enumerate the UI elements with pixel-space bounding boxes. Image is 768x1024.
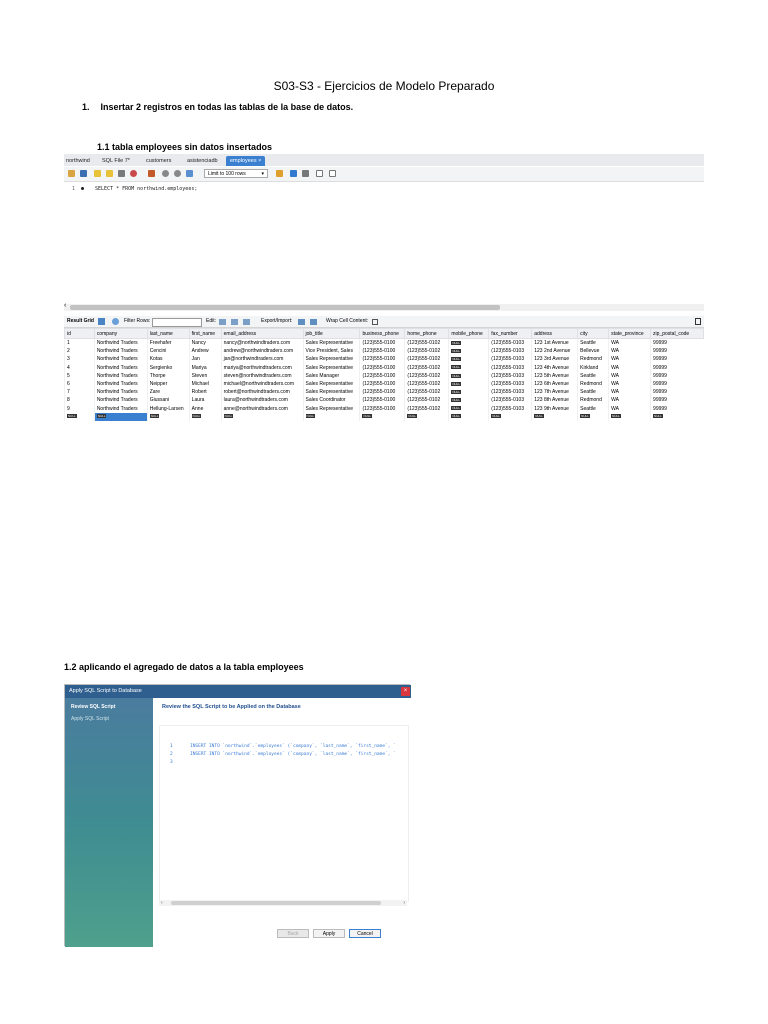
sql-text[interactable]: SELECT * FROM northwind.employees; <box>95 186 198 192</box>
table-cell[interactable] <box>65 413 95 421</box>
table-cell[interactable] <box>449 396 489 404</box>
table-cell[interactable]: Seattle <box>578 405 609 413</box>
table-cell[interactable] <box>449 347 489 355</box>
table-cell[interactable] <box>651 413 704 421</box>
table-cell[interactable]: robert@northwindtraders.com <box>221 388 303 396</box>
table-cell[interactable]: steven@northwindtraders.com <box>221 372 303 380</box>
cancel-button[interactable]: Cancel <box>349 929 381 938</box>
table-cell[interactable]: WA <box>609 388 651 396</box>
back-button[interactable]: Back <box>277 929 309 938</box>
table-cell[interactable]: Andrew <box>189 347 221 355</box>
column-header[interactable]: email_address <box>221 329 303 339</box>
table-row[interactable] <box>65 339 704 348</box>
table-cell[interactable]: 99999 <box>651 380 704 388</box>
table-cell[interactable]: 8 <box>65 396 95 404</box>
tab-employees-label: employees <box>230 158 257 164</box>
invisible-chars-icon[interactable] <box>316 170 323 177</box>
table-cell[interactable]: (123)555-0102 <box>405 364 449 372</box>
refresh-icon[interactable] <box>112 318 119 325</box>
column-header[interactable]: state_province <box>609 329 651 339</box>
line-number: 1 <box>72 186 76 192</box>
table-cell[interactable]: Hellung-Larsen <box>147 405 189 413</box>
import-icon[interactable] <box>310 319 317 325</box>
table-cell[interactable]: jan@northwindtraders.com <box>221 355 303 363</box>
table-cell[interactable] <box>405 413 449 421</box>
execute-current-icon[interactable] <box>106 170 113 177</box>
null-badge: NULL <box>97 414 106 419</box>
table-cell[interactable]: 99999 <box>651 347 704 355</box>
table-cell[interactable]: 123 4th Avenue <box>532 364 578 372</box>
table-cell[interactable]: anne@northwindtraders.com <box>221 405 303 413</box>
table-cell[interactable]: (123)555-0100 <box>360 396 405 404</box>
beautify-icon[interactable] <box>276 170 283 177</box>
null-badge: NULL <box>452 357 461 362</box>
table-cell[interactable]: Bellevue <box>578 347 609 355</box>
list-item-text: Insertar 2 registros en todas las tablas de la base de datos. <box>100 102 354 112</box>
table-row[interactable] <box>65 405 704 413</box>
table-cell[interactable]: (123)555-0103 <box>489 355 532 363</box>
edit-label: Edit: <box>206 318 217 324</box>
table-cell[interactable]: (123)555-0102 <box>405 388 449 396</box>
filter-rows-label: Filter Rows: <box>124 318 151 324</box>
table-cell[interactable]: 1 <box>65 339 95 348</box>
table-cell[interactable]: (123)555-0100 <box>360 339 405 348</box>
table-cell[interactable]: (123)555-0102 <box>405 380 449 388</box>
table-cell[interactable]: (123)555-0103 <box>489 364 532 372</box>
table-cell[interactable] <box>609 413 651 421</box>
table-cell[interactable] <box>449 388 489 396</box>
table-cell[interactable]: (123)555-0103 <box>489 388 532 396</box>
table-cell[interactable]: 123 3rd Avenue <box>532 355 578 363</box>
table-cell[interactable]: 99999 <box>651 372 704 380</box>
null-badge: NULL <box>192 414 201 419</box>
table-cell[interactable]: Steven <box>189 372 221 380</box>
table-cell[interactable]: Kotas <box>147 355 189 363</box>
table-cell[interactable] <box>221 413 303 421</box>
edit-row-icon[interactable] <box>219 319 226 325</box>
column-header[interactable]: last_name <box>147 329 189 339</box>
tab-bar <box>64 154 704 166</box>
tab-asistenciadb[interactable]: asistenciadb <box>187 158 218 164</box>
export-import-label: Export/Import: <box>261 318 293 324</box>
null-badge: NULL <box>452 365 461 370</box>
save-icon[interactable] <box>80 170 87 177</box>
table-cell[interactable]: WA <box>609 347 651 355</box>
table-cell[interactable]: 123 2nd Avenue <box>532 347 578 355</box>
close-icon[interactable]: × <box>401 687 410 696</box>
table-cell[interactable]: Northwind Traders <box>94 339 147 348</box>
panel-toggle-icon[interactable] <box>695 318 701 325</box>
export-icon[interactable] <box>298 319 305 325</box>
wizard-sidebar <box>65 698 153 947</box>
table-cell[interactable]: (123)555-0100 <box>360 347 405 355</box>
column-header[interactable]: first_name <box>189 329 221 339</box>
delete-row-icon[interactable] <box>243 319 250 325</box>
table-cell[interactable]: 123 1st Avenue <box>532 339 578 348</box>
scrollbar-thumb[interactable] <box>70 305 500 310</box>
table-cell[interactable]: (123)555-0100 <box>360 364 405 372</box>
search-icon[interactable] <box>302 170 309 177</box>
tab-employees[interactable] <box>226 156 265 166</box>
column-header[interactable]: job_title <box>303 329 360 339</box>
explain-icon[interactable] <box>118 170 125 177</box>
table-cell[interactable] <box>449 380 489 388</box>
script-line-number: 2 <box>170 752 173 757</box>
table-cell[interactable]: Sales Representative <box>303 355 360 363</box>
table-cell[interactable]: 9 <box>65 405 95 413</box>
null-badge: NULL <box>68 414 76 419</box>
column-header[interactable]: business_phone <box>360 329 405 339</box>
null-badge: NULL <box>654 414 662 419</box>
query-toolbar <box>64 167 704 182</box>
table-row[interactable] <box>65 364 704 372</box>
table-cell[interactable]: WA <box>609 339 651 348</box>
chevron-down-icon: ▾ <box>261 171 264 177</box>
null-badge: NULL <box>452 381 461 386</box>
table-cell[interactable]: Vice President, Sales <box>303 347 360 355</box>
table-cell[interactable]: Sales Representative <box>303 388 360 396</box>
column-header[interactable]: zip_postal_code <box>651 329 704 339</box>
table-cell[interactable]: WA <box>609 355 651 363</box>
table-cell[interactable]: Neipper <box>147 380 189 388</box>
autocommit-icon[interactable] <box>186 170 193 177</box>
filter-rows-input[interactable] <box>152 318 202 327</box>
table-cell[interactable]: (123)555-0103 <box>489 396 532 404</box>
review-heading: Review the SQL Script to be Applied on the Database <box>162 704 301 710</box>
table-cell[interactable] <box>449 364 489 372</box>
table-cell[interactable]: 123 7th Avenue <box>532 388 578 396</box>
wizard-step-apply: Apply SQL Script <box>71 716 109 722</box>
table-cell[interactable]: (123)555-0102 <box>405 396 449 404</box>
table-cell[interactable]: (123)555-0100 <box>360 372 405 380</box>
table-cell[interactable]: 99999 <box>651 364 704 372</box>
table-cell[interactable]: Redmond <box>578 355 609 363</box>
null-badge: NULL <box>452 414 461 419</box>
stop-icon[interactable] <box>130 170 137 177</box>
table-cell[interactable]: WA <box>609 380 651 388</box>
grid-icon[interactable] <box>98 318 105 325</box>
close-icon[interactable]: × <box>258 158 262 164</box>
table-cell[interactable]: Sales Manager <box>303 372 360 380</box>
table-cell[interactable]: laura@northwindtraders.com <box>221 396 303 404</box>
table-cell[interactable] <box>303 413 360 421</box>
table-cell[interactable]: Northwind Traders <box>94 380 147 388</box>
table-cell[interactable]: Northwind Traders <box>94 388 147 396</box>
table-cell[interactable]: 123 5th Avenue <box>532 372 578 380</box>
table-cell[interactable]: Michael <box>189 380 221 388</box>
table-cell[interactable]: Sales Representative <box>303 364 360 372</box>
table-cell[interactable]: WA <box>609 372 651 380</box>
column-header[interactable]: mobile_phone <box>449 329 489 339</box>
table-cell[interactable]: Sergienko <box>147 364 189 372</box>
null-badge: NULL <box>452 340 461 345</box>
table-cell[interactable] <box>189 413 221 421</box>
table-cell[interactable] <box>449 355 489 363</box>
tab-northwind[interactable]: northwind <box>66 158 90 164</box>
table-cell[interactable]: michael@northwindtraders.com <box>221 380 303 388</box>
editor-scrollbar[interactable] <box>64 304 704 311</box>
table-cell[interactable]: (123)555-0103 <box>489 380 532 388</box>
tab-sql-file[interactable]: SQL File 7* <box>102 158 130 164</box>
null-badge: NULL <box>492 414 500 419</box>
list-item-1 <box>82 102 353 112</box>
table-cell[interactable]: Cencini <box>147 347 189 355</box>
find-icon[interactable] <box>290 170 297 177</box>
table-cell[interactable] <box>532 413 578 421</box>
null-badge: NULL <box>150 414 159 419</box>
table-cell[interactable]: 123 9th Avenue <box>532 405 578 413</box>
table-cell[interactable]: WA <box>609 405 651 413</box>
script-line-2 <box>170 752 396 757</box>
column-header[interactable]: id <box>65 329 95 339</box>
column-header[interactable]: home_phone <box>405 329 449 339</box>
script-line-text: INSERT INTO `northwind`.`employees` (`company`, `last_name`, `first_name`, ` <box>190 752 396 757</box>
wizard-content <box>153 698 411 947</box>
table-cell[interactable] <box>94 413 147 421</box>
table-cell[interactable]: 99999 <box>651 388 704 396</box>
table-cell[interactable]: Northwind Traders <box>94 372 147 380</box>
table-cell[interactable]: (123)555-0102 <box>405 372 449 380</box>
null-badge: NULL <box>408 414 417 419</box>
table-cell[interactable]: (123)555-0102 <box>405 347 449 355</box>
list-item-number: 1. <box>82 102 90 112</box>
table-cell[interactable] <box>449 339 489 348</box>
table-cell[interactable]: Northwind Traders <box>94 347 147 355</box>
open-folder-icon[interactable] <box>68 170 75 177</box>
section-heading-1-2: 1.2 aplicando el agregado de datos a la tabla employees <box>64 662 304 672</box>
table-cell[interactable]: andrew@northwindtraders.com <box>221 347 303 355</box>
column-header[interactable]: fax_number <box>489 329 532 339</box>
breakpoint-dot-icon <box>81 187 84 190</box>
table-cell[interactable]: 99999 <box>651 355 704 363</box>
document-title: S03-S3 - Ejercicios de Modelo Preparado <box>273 79 495 93</box>
table-cell[interactable]: Mariya <box>189 364 221 372</box>
table-cell[interactable] <box>449 413 489 421</box>
null-badge: NULL <box>306 414 315 419</box>
table-cell[interactable]: 99999 <box>651 396 704 404</box>
grid-body <box>65 339 704 421</box>
table-cell[interactable] <box>489 413 532 421</box>
script-line-number: 1 <box>170 744 173 749</box>
table-cell[interactable]: Thorpe <box>147 372 189 380</box>
execute-icon[interactable] <box>94 170 101 177</box>
table-cell[interactable]: 123 8th Avenue <box>532 396 578 404</box>
toggle-icon[interactable] <box>148 170 155 177</box>
limit-select-label: Limit to 100 rows <box>208 171 246 177</box>
script-line-1 <box>170 744 396 749</box>
wrap-cell-label: Wrap Cell Content: <box>326 318 369 324</box>
table-cell[interactable]: Nancy <box>189 339 221 348</box>
table-cell[interactable]: 2 <box>65 347 95 355</box>
dialog-title: Apply SQL Script to Database <box>69 688 142 694</box>
table-cell[interactable]: Sales Representative <box>303 405 360 413</box>
table-row[interactable] <box>65 372 704 380</box>
null-badge: NULL <box>363 414 372 419</box>
table-cell[interactable] <box>147 413 189 421</box>
table-cell[interactable]: Seattle <box>578 372 609 380</box>
table-cell[interactable]: Northwind Traders <box>94 396 147 404</box>
null-badge: NULL <box>452 373 461 378</box>
null-badge: NULL <box>452 389 461 394</box>
table-cell[interactable]: 4 <box>65 364 95 372</box>
scroll-left-icon[interactable]: ‹ <box>64 302 67 309</box>
result-toolbar <box>64 316 704 328</box>
table-cell[interactable]: Laura <box>189 396 221 404</box>
table-cell[interactable]: 3 <box>65 355 95 363</box>
table-row[interactable] <box>65 396 704 404</box>
null-badge: NULL <box>581 414 589 419</box>
null-badge: NULL <box>452 406 461 411</box>
table-cell[interactable]: 123 6th Avenue <box>532 380 578 388</box>
add-row-icon[interactable] <box>231 319 238 325</box>
table-cell[interactable]: (123)555-0102 <box>405 405 449 413</box>
apply-sql-dialog <box>64 684 410 946</box>
table-cell[interactable]: (123)555-0100 <box>360 380 405 388</box>
table-cell[interactable] <box>449 372 489 380</box>
table-cell[interactable]: mariya@northwindtraders.com <box>221 364 303 372</box>
table-row[interactable] <box>65 347 704 355</box>
table-cell[interactable]: Northwind Traders <box>94 355 147 363</box>
table-cell[interactable]: WA <box>609 396 651 404</box>
table-cell[interactable] <box>449 405 489 413</box>
table-cell[interactable]: 99999 <box>651 405 704 413</box>
scrollbar-thumb[interactable] <box>171 901 381 905</box>
script-line-text: INSERT INTO `northwind`.`employees` (`company`, `last_name`, `first_name`, ` <box>190 744 396 749</box>
table-cell[interactable]: Sales Representative <box>303 380 360 388</box>
null-badge: NULL <box>452 398 461 403</box>
table-cell[interactable]: Freehafer <box>147 339 189 348</box>
table-cell[interactable]: Northwind Traders <box>94 364 147 372</box>
null-badge: NULL <box>224 414 233 419</box>
table-cell[interactable]: 5 <box>65 372 95 380</box>
table-cell[interactable]: Sales Coordinator <box>303 396 360 404</box>
null-badge: NULL <box>535 414 543 419</box>
tab-customers[interactable]: customers <box>146 158 172 164</box>
scroll-right-icon[interactable]: › <box>403 900 405 906</box>
rollback-icon[interactable] <box>174 170 181 177</box>
table-cell[interactable]: Seattle <box>578 388 609 396</box>
table-cell[interactable]: WA <box>609 364 651 372</box>
table-cell[interactable]: (123)555-0102 <box>405 355 449 363</box>
limit-select[interactable] <box>204 169 268 178</box>
table-cell[interactable]: (123)555-0103 <box>489 372 532 380</box>
result-grid-label: Result Grid <box>67 318 94 324</box>
table-cell[interactable]: nancy@northwindtraders.com <box>221 339 303 348</box>
table-cell[interactable]: Northwind Traders <box>94 405 147 413</box>
table-cell[interactable] <box>578 413 609 421</box>
table-cell[interactable]: (123)555-0103 <box>489 347 532 355</box>
table-row[interactable] <box>65 380 704 388</box>
table-cell[interactable]: Robert <box>189 388 221 396</box>
wizard-step-review: Review SQL Script <box>71 704 116 710</box>
table-cell[interactable]: (123)555-0100 <box>360 355 405 363</box>
header-row <box>65 329 704 339</box>
section-heading-1-1: 1.1 tabla employees sin datos insertados <box>97 142 273 152</box>
table-cell[interactable]: Seattle <box>578 339 609 348</box>
result-grid-table <box>64 328 704 421</box>
column-header[interactable]: address <box>532 329 578 339</box>
column-header[interactable]: city <box>578 329 609 339</box>
table-cell[interactable]: 7 <box>65 388 95 396</box>
table-cell[interactable]: Giussani <box>147 396 189 404</box>
table-cell[interactable]: Redmond <box>578 396 609 404</box>
scroll-left-icon[interactable]: ‹ <box>161 900 163 906</box>
script-line-3 <box>170 760 190 765</box>
null-badge: NULL <box>452 348 461 353</box>
script-scrollbar[interactable] <box>159 900 407 906</box>
table-row[interactable] <box>65 388 704 396</box>
table-cell[interactable]: (123)555-0100 <box>360 405 405 413</box>
commit-icon[interactable] <box>162 170 169 177</box>
table-cell[interactable]: Kirkland <box>578 364 609 372</box>
wrap-cell-icon[interactable] <box>372 319 378 325</box>
table-cell[interactable]: 99999 <box>651 339 704 348</box>
null-badge: NULL <box>612 414 620 419</box>
table-cell[interactable]: (123)555-0100 <box>360 388 405 396</box>
script-line-number: 3 <box>170 760 173 765</box>
table-cell[interactable]: (123)555-0103 <box>489 339 532 348</box>
table-cell[interactable]: Redmond <box>578 380 609 388</box>
new-row[interactable] <box>65 413 704 421</box>
column-header[interactable]: company <box>94 329 147 339</box>
sql-editor[interactable] <box>64 182 704 302</box>
wrap-lines-icon[interactable] <box>329 170 336 177</box>
table-row[interactable] <box>65 355 704 363</box>
table-cell[interactable]: 6 <box>65 380 95 388</box>
table-cell[interactable]: (123)555-0102 <box>405 339 449 348</box>
table-cell[interactable]: (123)555-0103 <box>489 405 532 413</box>
sql-script-view[interactable] <box>159 725 409 902</box>
table-cell[interactable]: Jan <box>189 355 221 363</box>
apply-button[interactable]: Apply <box>313 929 345 938</box>
table-cell[interactable]: Anne <box>189 405 221 413</box>
table-cell[interactable]: Sales Representative <box>303 339 360 348</box>
table-cell[interactable] <box>360 413 405 421</box>
workbench-screenshot <box>64 154 704 429</box>
dialog-title-bar <box>65 685 411 698</box>
table-cell[interactable]: Zare <box>147 388 189 396</box>
